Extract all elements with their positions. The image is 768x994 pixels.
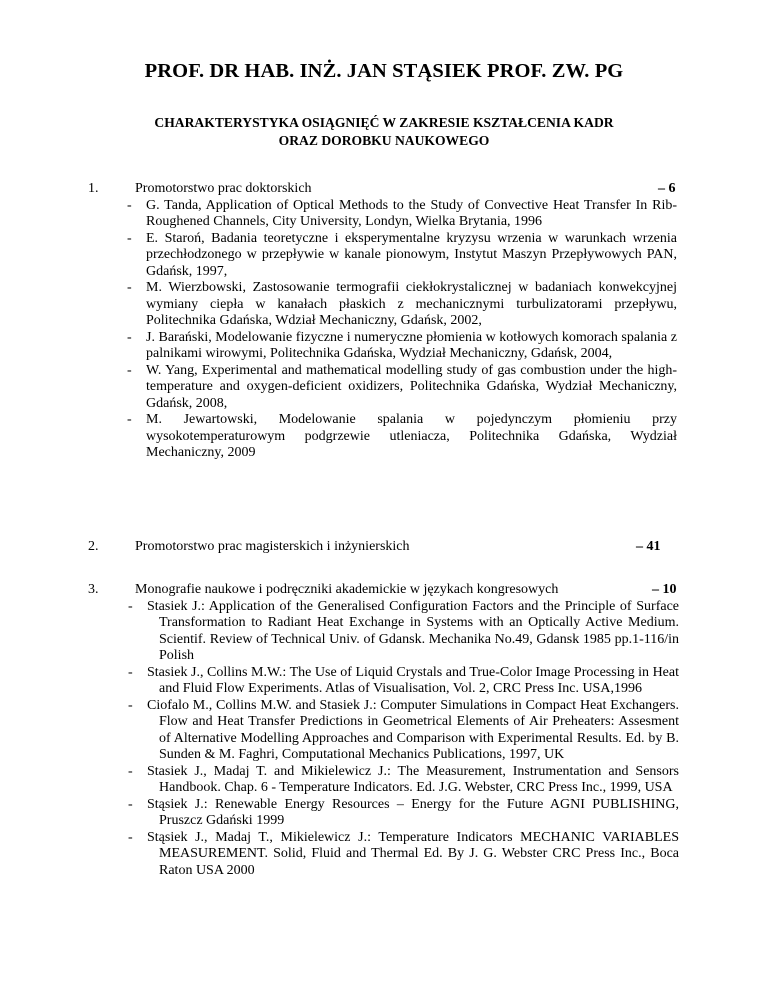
page-subtitle: [0, 114, 768, 150]
subtitle-line-1: CHARAKTERYSTYKA OSIĄGNIĘĆ W ZAKRESIE KSZTAŁCENIA KADR: [154, 115, 614, 130]
section-heading: Promotorstwo prac magisterskich i inżynierskich: [135, 539, 410, 554]
bullet-dash: -: [128, 598, 133, 614]
bullet-dash: -: [127, 230, 132, 246]
list-item: - Ciofalo M., Collins M.W. and Stasiek J.: Computer Simulations in Compact Heat Exchangers. Flow and Heat Transfer Predictions in Geometrical Elements of Air Preheaters: Assesment of Alternative Modelling Approaches and Comparison with Experimental Results. Ed. by B. Sunden & M. Faghri, Computational Mechanics Publications, 1997, UK: [128, 697, 679, 762]
section-number: 3.: [88, 582, 99, 597]
bullet-dash: -: [127, 280, 132, 295]
list-item: - W. Yang, Experimental and mathematical modelling study of gas combustion under the high-temperature and oxygen-deficient oxidizers, Politechnika Gdańska, Wydział Mechaniczny, Gdańsk, 2008,: [127, 362, 677, 411]
list-item: - Stąsiek J.: Renewable Energy Resources – Energy for the Future AGNI PUBLISHING, Pruszcz Gdański 1999: [128, 796, 679, 828]
list-item: - G. Tanda, Application of Optical Methods to the Study of Convective Heat Transfer In Rib-Roughened Channels, City University, Londyn, Wielka Brytania, 1996: [127, 197, 677, 229]
list-item: - Stasiek J., Madaj T. and Mikielewicz J.: The Measurement, Instrumentation and Sensors Handbook. Chap. 6 - Temperature Indicators. Ed. J.G. Webster, CRC Press Inc., 1999, USA: [128, 763, 679, 795]
list-item: - J. Barański, Modelowanie fizyczne i numeryczne płomienia w kotłowych komorach spalania z palnikami wirowymi, Politechnika Gdańska, Wydział Mechaniczny, Gdańsk, 2004,: [127, 329, 677, 361]
bullet-dash: -: [128, 829, 133, 845]
entry-list: [128, 599, 679, 880]
bullet-dash: -: [127, 412, 132, 427]
section-count: – 41: [636, 539, 661, 554]
section-heading: Promotorstwo prac doktorskich: [135, 181, 312, 196]
section-heading: Monografie naukowe i podręczniki akademickie w językach kongresowych: [135, 582, 559, 597]
section-count: – 6: [658, 181, 676, 196]
bullet-dash: -: [128, 697, 133, 713]
bullet-dash: -: [128, 763, 133, 779]
subtitle-line-2: ORAZ DOROBKU NAUKOWEGO: [278, 133, 490, 148]
bullet-dash: -: [128, 664, 133, 680]
list-item: - E. Staroń, Badania teoretyczne i eksperymentalne kryzysu wrzenia w warunkach wrzenia przechłodzonego w przepływie w kanale pionowym, Instytut Maszyn Przepływowych PAN, Gdańsk, 1997,: [127, 230, 677, 279]
section-number: 2.: [88, 539, 99, 554]
list-item: - Stasiek J., Collins M.W.: The Use of Liquid Crystals and True-Color Image Processing in Heat and Fluid Flow Experiments. Atlas of Visualisation, Vol. 2, CRC Press Inc. USA,1996: [128, 664, 679, 696]
list-item: - M. Wierzbowski, Zastosowanie termografii ciekłokrystalicznej w badaniach konwekcyjnej wymiany ciepła w kanałach płaskich z mechanicznymi turbulizatorami przepływu, Politechnika Gdańska, Wdział Mechaniczny, Gdańsk, 2002,: [127, 280, 677, 328]
bullet-dash: -: [128, 796, 133, 812]
section-count: – 10: [652, 582, 677, 597]
list-item: - Stasiek J.: Application of the Generalised Configuration Factors and the Principle of Surface Transformation to Radiant Heat Exchange in Systems with an Optically Active Medium. Scientif. Review of Technical Univ. of Gdansk. Mechanika No.49, Gdansk 1985 pp.1-116/in Polish: [128, 598, 679, 663]
list-item: - M. Jewartowski, Modelowanie spalania w pojedynczym płomieniu przy wysokotemperaturowym podgrzewie utleniacza, Politechnika Gdańska, Wydział Mechaniczny, 2009: [127, 412, 677, 460]
bullet-dash: -: [127, 362, 132, 378]
list-item: - Stąsiek J., Madaj T., Mikielewicz J.: Temperature Indicators MECHANIC VARIABLES MEASUREMENT. Solid, Fluid and Thermal Ed. By J. G. Webster CRC Press Inc., Boca Raton USA 2000: [128, 829, 679, 878]
page-title: PROF. DR HAB. INŻ. JAN STĄSIEK PROF. ZW. PG: [144, 60, 624, 82]
entry-list: [127, 198, 677, 462]
section-number: 1.: [88, 181, 99, 196]
bullet-dash: -: [127, 329, 132, 345]
bullet-dash: -: [127, 197, 132, 213]
